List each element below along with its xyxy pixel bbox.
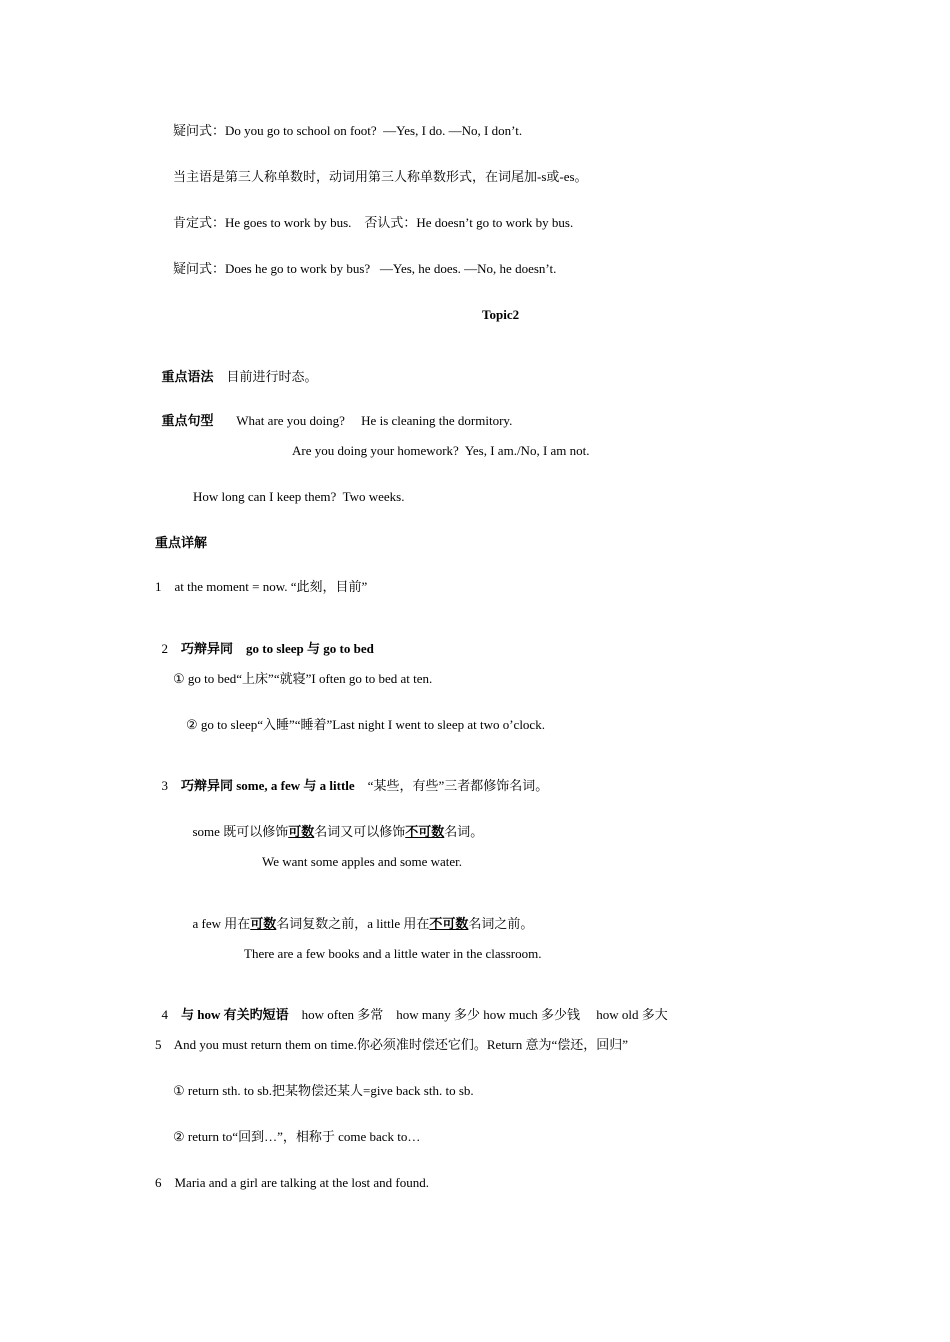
line-question-form: 疑问式：Do you go to school on foot? —Yes, I do. —No, I don’t. — [173, 123, 523, 138]
line-third-person-rule: 当主语是第三人称单数时，动词用第三人称单数形式，在词尾加-s或-es。 — [173, 169, 588, 184]
emphasis-uncountable: 不可数 — [429, 916, 469, 931]
item-3-title: 巧辩异同 some, a few 与 a little — [181, 778, 355, 793]
item-3-number: 3 — [161, 778, 168, 793]
item-3-example-2: There are a few books and a little water in the classroom. — [244, 946, 542, 961]
item-3-note: “某些，有些”三者都修饰名词。 — [354, 778, 549, 793]
grammar-text: 目前进行时态。 — [226, 369, 318, 384]
text-segment: 名词之前。 — [468, 916, 534, 931]
text-segment: 名词复数之前，a little 用在 — [276, 916, 430, 931]
emphasis-countable: 可数 — [250, 916, 277, 931]
item-3-some-rule — [186, 808, 483, 840]
topic-title: Topic2 — [482, 307, 520, 322]
sentence-1: What are you doing? He is cleaning the dormitory. — [236, 413, 513, 428]
item-6: 6 Maria and a girl are talking at the lost and found. — [155, 1175, 430, 1190]
item-5-b: ② return to“回到…”，相称于 come back to… — [173, 1129, 421, 1144]
item-4-number: 4 — [161, 1007, 168, 1022]
item-3-example-1: We want some apples and some water. — [262, 854, 463, 869]
item-5: 5 And you must return them on time.你必须准时偿还它们。Return 意为“偿还，回归” — [155, 1037, 629, 1052]
item-3-heading — [155, 762, 548, 794]
line-affirmative-negative: 肯定式：He goes to work by bus. 否认式：He doesn’t go to work by bus. — [173, 215, 574, 230]
item-2-number: 2 — [161, 641, 168, 656]
line-question-form-2: 疑问式：Does he go to work by bus? —Yes, he does. —No, he doesn’t. — [173, 261, 557, 276]
item-4-phrases: how often 多常 how many 多少 how much 多少钱 how old 多大 — [288, 1007, 668, 1022]
sentences-label: 重点句型 — [161, 413, 214, 428]
sentences-row — [155, 397, 512, 429]
details-label: 重点详解 — [155, 535, 208, 550]
item-4-title: 与 how 有关旳短语 — [181, 1007, 289, 1022]
emphasis-uncountable: 不可数 — [405, 824, 445, 839]
text-segment: 名词。 — [444, 824, 484, 839]
item-2-title: 巧辩异同 go to sleep 与 go to bed — [181, 641, 374, 656]
emphasis-countable: 可数 — [288, 824, 315, 839]
item-2-b: ② go to sleep“入睡”“睡着”Last night I went to sleep at two o’clock. — [186, 717, 545, 732]
item-2-a: ① go to bed“上床”“就寝”I often go to bed at ten. — [173, 671, 433, 686]
item-5-a: ① return sth. to sb.把某物偿还某人=give back sth. to sb. — [173, 1083, 474, 1098]
text-segment: 名词又可以修饰 — [314, 824, 406, 839]
item-4 — [155, 991, 668, 1023]
sentence-3: How long can I keep them? Two weeks. — [193, 489, 405, 504]
grammar-row — [155, 353, 318, 385]
item-3-few-little-rule — [186, 900, 533, 932]
grammar-label: 重点语法 — [161, 369, 214, 384]
sentence-2: Are you doing your homework? Yes, I am./No, I am not. — [292, 443, 590, 458]
item-2-heading — [155, 625, 374, 657]
text-segment: some 既可以修饰 — [192, 824, 289, 839]
text-segment: a few 用在 — [192, 916, 251, 931]
item-1: 1 at the moment = now. “此刻，目前” — [155, 579, 368, 594]
